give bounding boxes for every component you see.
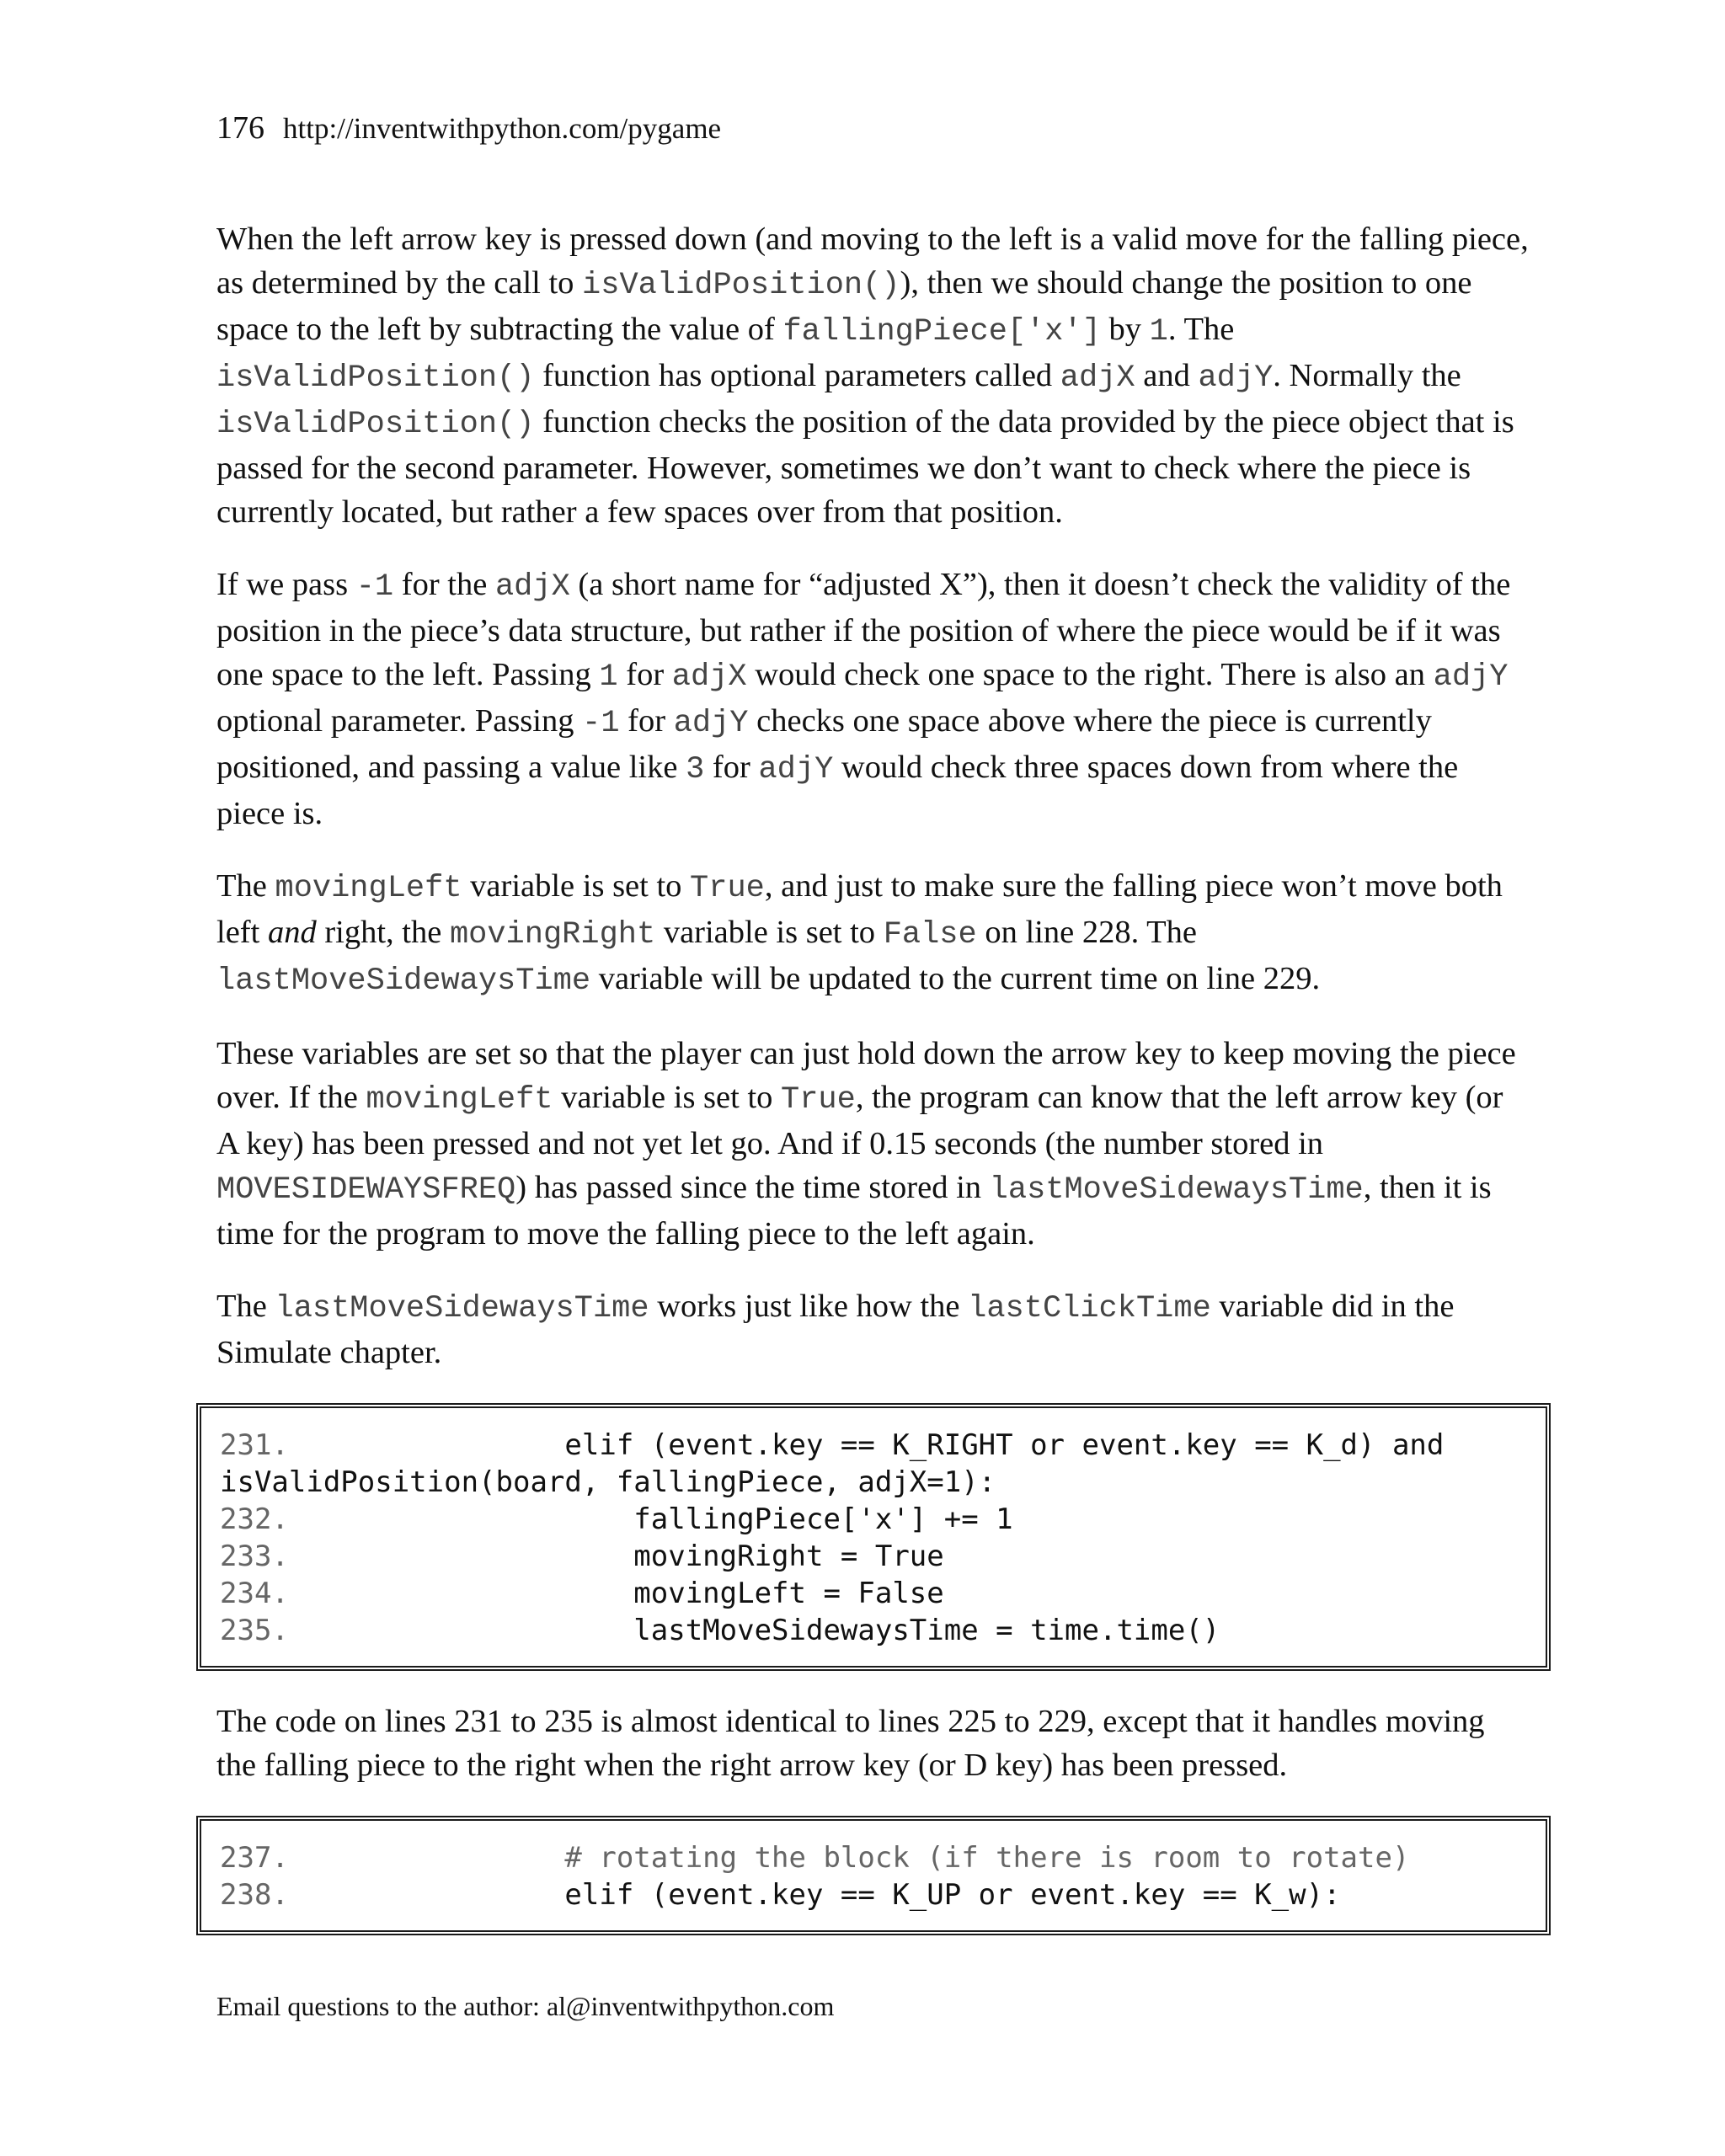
inline-code: 1 xyxy=(1149,314,1168,350)
code-line: movingRight = True xyxy=(288,1540,944,1573)
text-run: , and just to make sure the falling piece won’t move both left xyxy=(216,868,1503,950)
text-run: , then it is time for the program to move the falling piece to the left again. xyxy=(216,1170,1492,1251)
text-run: and xyxy=(1135,358,1199,393)
text-run: on line 228. The xyxy=(976,915,1197,950)
inline-code: True xyxy=(781,1082,856,1118)
code-line: elif (event.key == K_RIGHT or event.key == K_d) and xyxy=(288,1428,1445,1462)
line-number: 237. xyxy=(220,1841,289,1875)
paragraph xyxy=(216,864,1530,1003)
text-run: would check three spaces down from where the piece is. xyxy=(216,750,1459,831)
inline-code: adjX xyxy=(671,659,747,695)
text-run: When the left arrow key is pressed down (and moving to the left is a valid move for the falling piece, as determined by the call to xyxy=(216,221,1529,301)
code-comment: # rotating the block (if there is room to rotate) xyxy=(288,1841,1410,1875)
page-header xyxy=(216,108,721,149)
inline-code: True xyxy=(690,871,765,906)
text-run: variable is set to xyxy=(462,868,691,904)
inline-code: lastMoveSidewaysTime xyxy=(216,963,591,999)
inline-code: isValidPosition() xyxy=(216,360,535,396)
inline-code: adjY xyxy=(1433,659,1509,695)
text-run: for xyxy=(619,703,674,739)
inline-code: 3 xyxy=(686,752,705,787)
inline-code: adjX xyxy=(1060,360,1135,396)
inline-code: adjY xyxy=(758,752,834,787)
text-run: right, the xyxy=(316,915,450,950)
page-number: 176 xyxy=(216,110,264,146)
inline-code: isValidPosition() xyxy=(582,268,900,303)
text-run: checks one space above where the piece is currently positioned, and passing a value like xyxy=(216,703,1432,785)
text-run: for the xyxy=(393,567,495,602)
line-number: 234. xyxy=(220,1577,289,1610)
text-run: for xyxy=(617,657,672,692)
inline-code: adjY xyxy=(1198,360,1274,396)
line-number: 232. xyxy=(220,1502,289,1536)
inline-code: lastMoveSidewaysTime xyxy=(275,1291,649,1326)
inline-code: False xyxy=(883,917,977,953)
inline-code: MOVESIDEWAYSFREQ xyxy=(216,1172,516,1208)
inline-code: movingRight xyxy=(449,917,656,953)
code-line: elif (event.key == K_UP or event.key == K_w): xyxy=(288,1878,1341,1912)
text-run: for xyxy=(704,750,759,785)
text-run: variable will be updated to the current time on line 229. xyxy=(590,961,1321,996)
inline-code: 1 xyxy=(599,659,618,695)
inline-code: movingLeft xyxy=(275,871,462,906)
line-number: 238. xyxy=(220,1878,289,1912)
text-run: (a short name for “adjusted X”), then it doesn’t check the validity of the position in the piece’s data structure, but rather if the position of where the piece would be if it was one space to the left. Passing xyxy=(216,567,1511,692)
text-run: by xyxy=(1100,312,1150,347)
inline-code: adjY xyxy=(673,706,749,741)
page-content xyxy=(216,217,1530,1964)
text-run: The xyxy=(216,868,275,904)
inline-code: -1 xyxy=(355,569,394,605)
text-run: The code on lines 231 to 235 is almost identical to lines 225 to 229, except that it handles moving the falling piece to the right when the right arrow key (or D key) has been pressed. xyxy=(216,1704,1485,1783)
text-run: ), then we should change the position to one space to the left by subtracting the value of xyxy=(216,265,1472,347)
text-run: If we pass xyxy=(216,567,356,602)
paragraph xyxy=(216,1700,1530,1787)
code-block xyxy=(196,1403,1551,1671)
text-run: . The xyxy=(1167,312,1235,347)
text-run: would check one space to the right. There is also an xyxy=(746,657,1434,692)
text-run: optional parameter. Passing xyxy=(216,703,583,739)
header-url: http://inventwithpython.com/pygame xyxy=(283,112,722,145)
text-run: ) has passed since the time stored in xyxy=(515,1170,990,1205)
line-number: 231. xyxy=(220,1428,289,1462)
paragraph xyxy=(216,217,1530,534)
text-run: The xyxy=(216,1289,275,1324)
text-run: function has optional parameters called xyxy=(534,358,1060,393)
inline-code: isValidPosition() xyxy=(216,407,535,442)
line-number: 235. xyxy=(220,1614,289,1647)
code-line: lastMoveSidewaysTime = time.time() xyxy=(288,1614,1220,1647)
text-run: , the program can know that the left arrow key (or A key) has been pressed and not yet let go. And if 0.15 seconds (the number stored in xyxy=(216,1080,1503,1161)
inline-code: -1 xyxy=(582,706,620,741)
paragraph xyxy=(216,1284,1530,1374)
paragraph xyxy=(216,1032,1530,1256)
code-block xyxy=(196,1816,1551,1935)
code-line: fallingPiece['x'] += 1 xyxy=(288,1502,1013,1536)
text-run: variable is set to xyxy=(655,915,884,950)
text-run: . Normally the xyxy=(1273,358,1461,393)
text-run: variable did in the Simulate chapter. xyxy=(216,1289,1455,1370)
inline-code: adjX xyxy=(494,569,570,605)
text-run: function checks the position of the data provided by the piece object that is passed for the second parameter. However, sometimes we don’t want to check where the piece is currently located, but rather a few spaces over from that position. xyxy=(216,404,1514,530)
line-number: 233. xyxy=(220,1540,289,1573)
emphasis: and xyxy=(267,915,317,950)
text-run: works just like how the xyxy=(649,1289,969,1324)
code-line: isValidPosition(board, fallingPiece, adjX=1): xyxy=(220,1465,996,1499)
text-run: These variables are set so that the player can just hold down the arrow key to keep moving the piece over. If the xyxy=(216,1036,1516,1115)
inline-code: lastMoveSidewaysTime xyxy=(989,1172,1364,1208)
paragraph xyxy=(216,563,1530,835)
text-run: variable is set to xyxy=(553,1080,782,1115)
inline-code: fallingPiece['x'] xyxy=(782,314,1101,350)
page-footer: Email questions to the author: al@inventwithpython.com xyxy=(216,1991,835,2021)
inline-code: movingLeft xyxy=(366,1082,553,1118)
code-line: movingLeft = False xyxy=(288,1577,944,1610)
inline-code: lastClickTime xyxy=(968,1291,1211,1326)
